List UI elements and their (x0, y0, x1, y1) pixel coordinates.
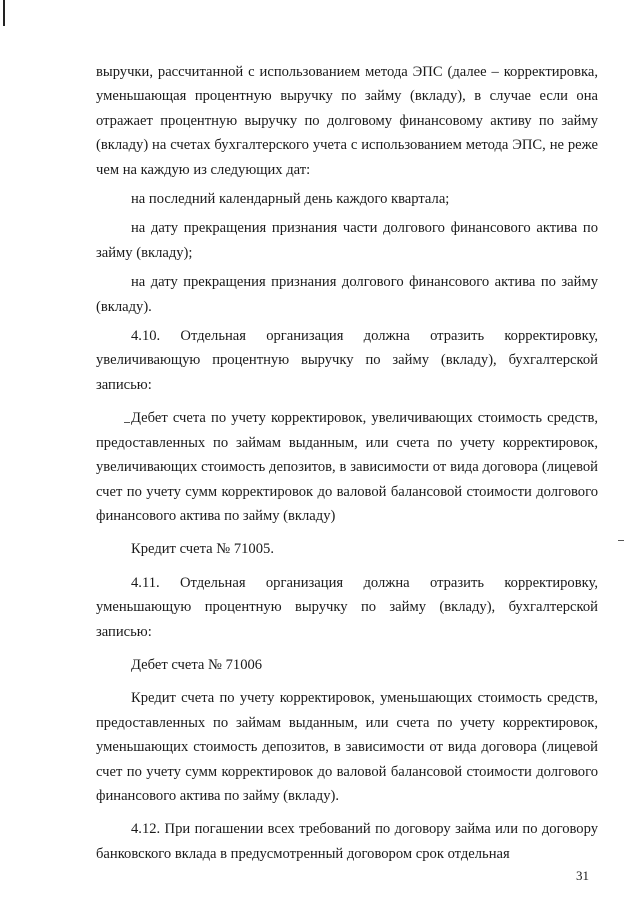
paragraph-credit-adjustments: Кредит счета по учету корректировок, уменьшающих стоимость средств, предоставленных по займам выданным, или счета по учету корректировок, уменьшающих стоимость депозитов, в зависимости от вида договора (лицевой счет по учету сумм корректировок до валовой балансовой стоимости долгового финансового актива по займу (вкладу). (96, 690, 598, 804)
paragraph-credit-71005: Кредит счета № 71005. (131, 541, 274, 558)
scan-margin-line (3, 0, 5, 26)
paragraph-debit-71006: Дебет счета № 71006 (131, 656, 263, 673)
paragraph-4-12: 4.12. При погашении всех требований по договору займа или по договору банковского вклада в предусмотренный договором срок отдельная (96, 821, 598, 862)
scan-mark-right (618, 540, 624, 541)
list-item-quarter-end: на последний календарный день каждого квартала; (131, 191, 450, 208)
paragraph-debit-adjustments: Дебет счета по учету корректировок, увеличивающих стоимость средств, предоставленных по займам выданным, или счета по учету корректировок, увеличивающих стоимость депозитов, в зависимости от вида договора (лицевой счет по учету сумм корректировок до валовой балансовой стоимости долгового финансового актива по займу (вкладу) (96, 410, 598, 524)
document-body (96, 60, 598, 866)
paragraph-4-10: 4.10. Отдельная организация должна отразить корректировку, увеличивающую процентную выручку по займу (вкладу), бухгалтерской записью: (96, 328, 598, 393)
list-item-full-derecognition: на дату прекращения признания долгового финансового актива по займу (вкладу). (96, 274, 598, 315)
page-number: 31 (576, 868, 589, 883)
paragraph-intro: выручки, рассчитанной с использованием метода ЭПС (далее – корректировка, уменьшающая процентную выручку по займу (вкладу), в случае если она отражает процентную выручку по долговому финансовому активу по займу (вкладу) на счетах бухгалтерского учета с использованием метода ЭПС, не реже чем на каждую из следующих дат: (96, 64, 598, 178)
paragraph-4-11: 4.11. Отдельная организация должна отразить корректировку, уменьшающую процентную выручку по займу (вкладу), бухгалтерской записью: (96, 574, 598, 640)
list-item-partial-derecognition: на дату прекращения признания части долгового финансового актива по займу (вкладу); (96, 220, 598, 261)
